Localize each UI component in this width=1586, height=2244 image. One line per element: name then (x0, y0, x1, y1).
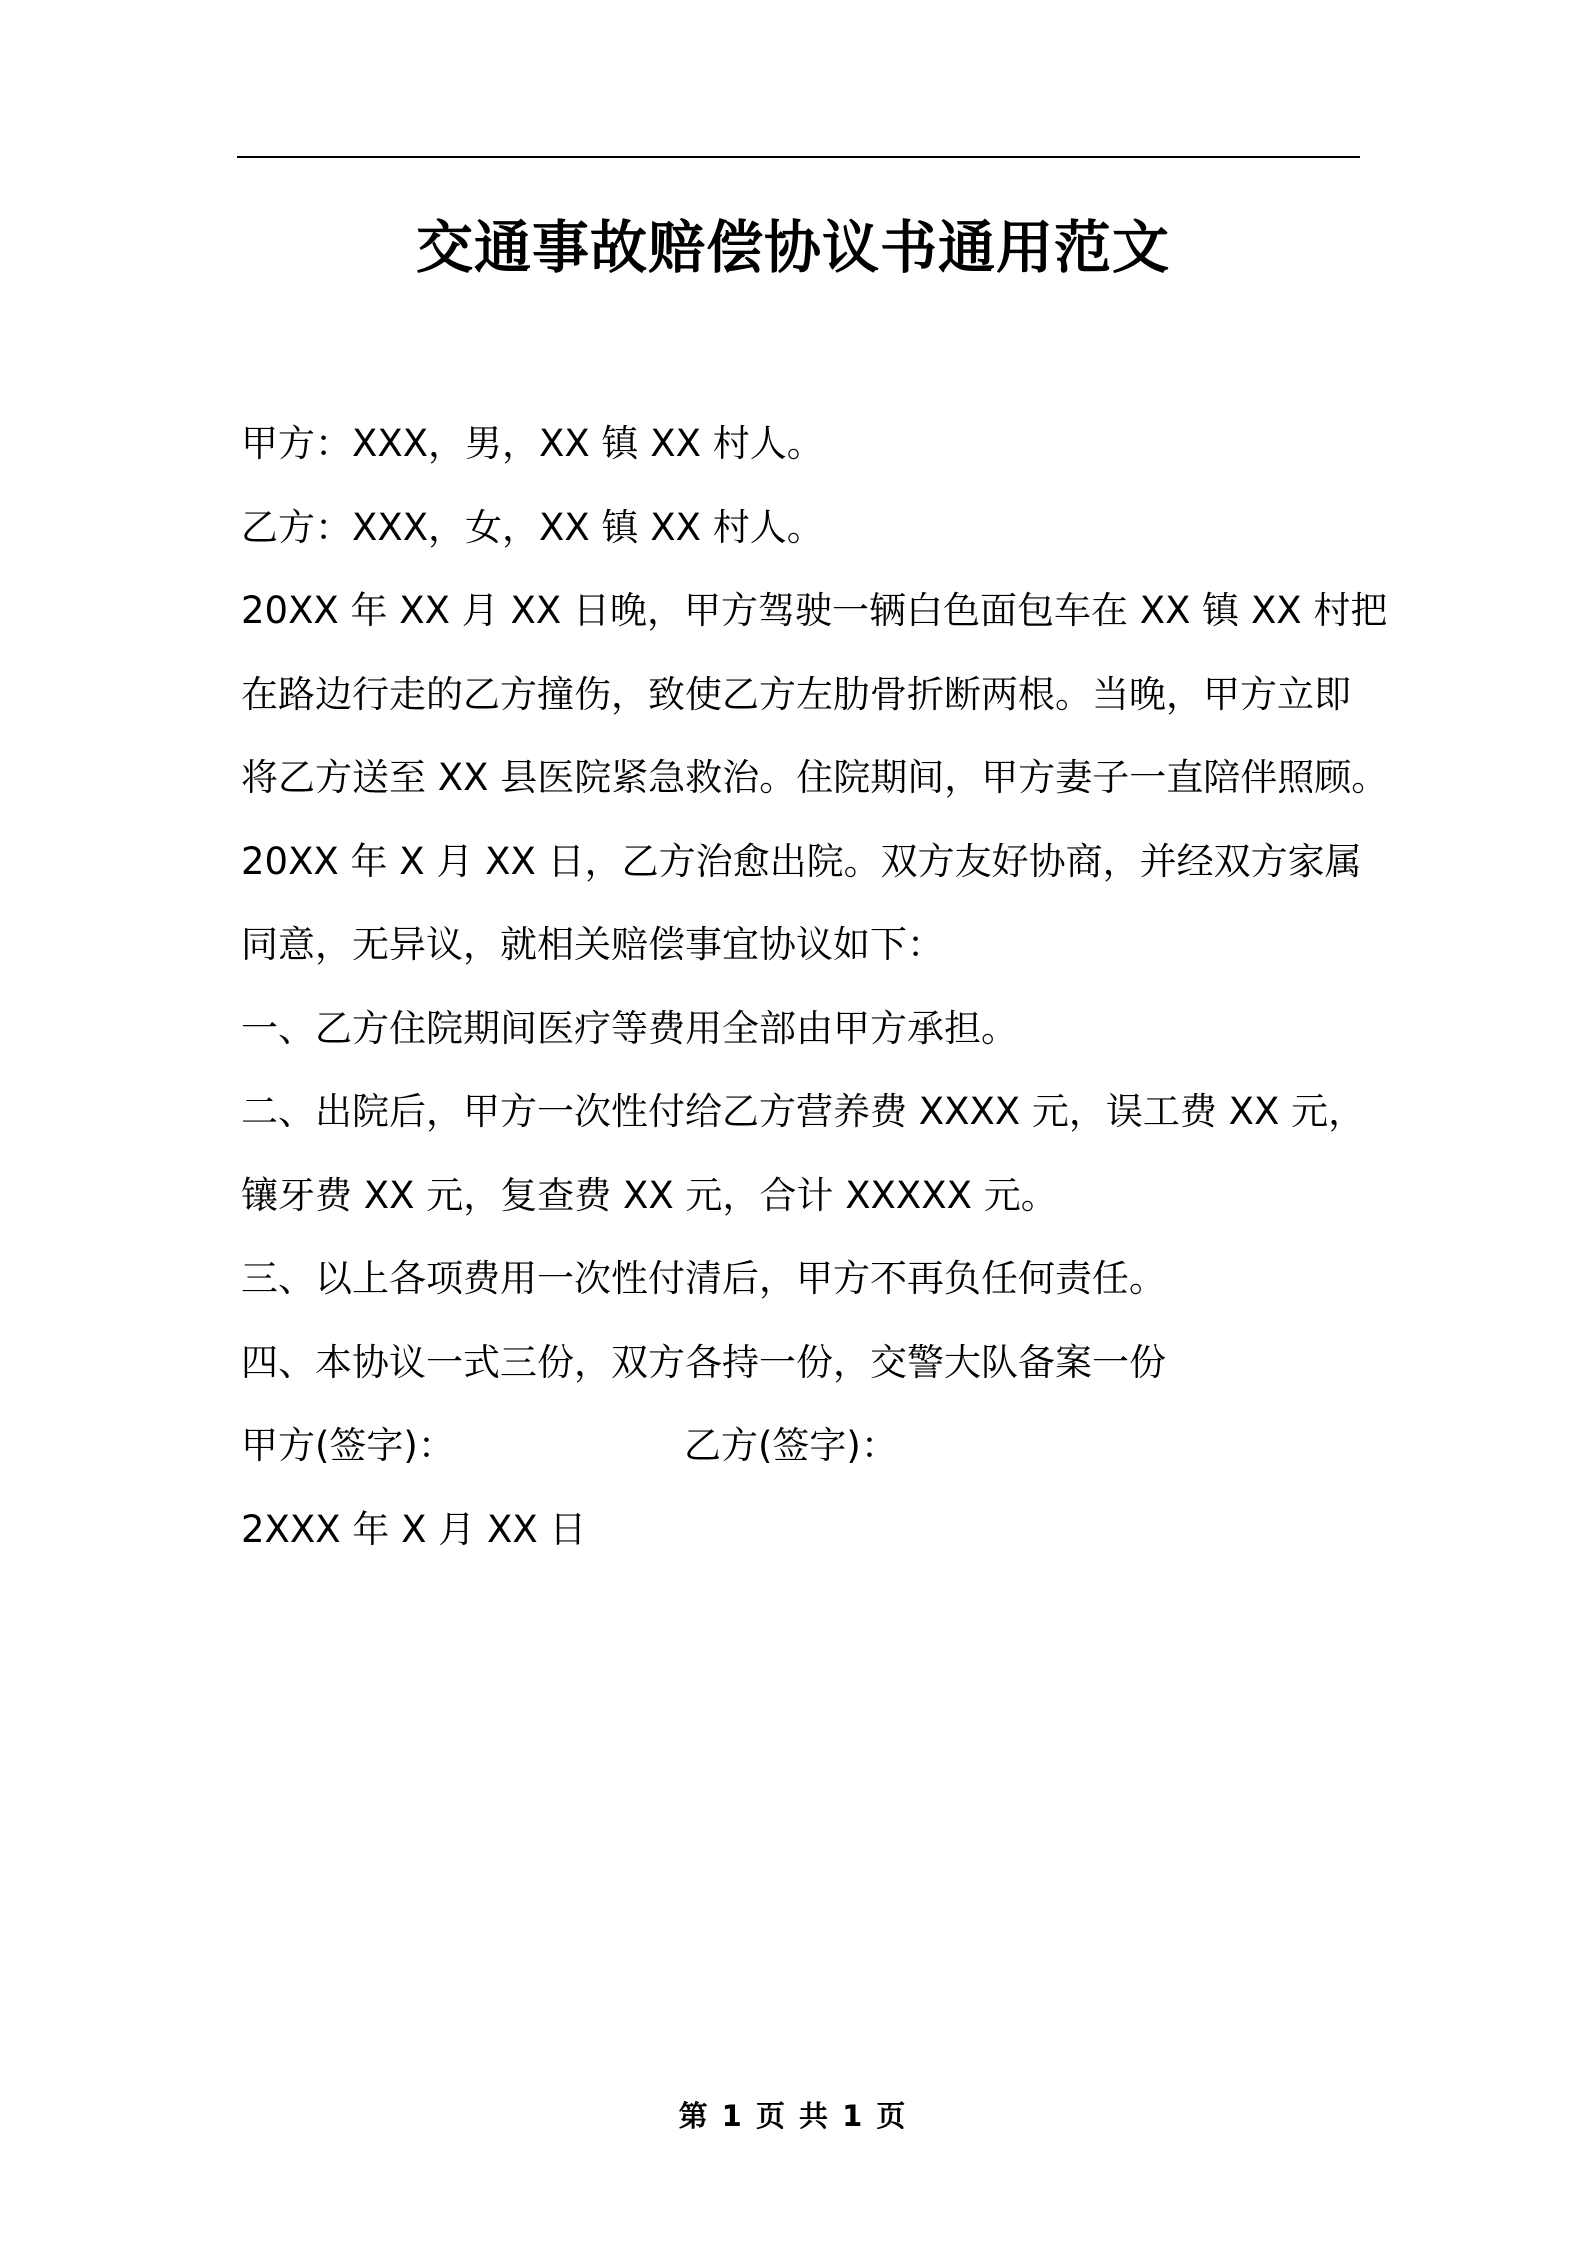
document-body (241, 402, 1389, 1571)
party-b-line: 乙方：XXX，女，XX 镇 XX 村人。 (241, 505, 824, 549)
clause-1: 一、乙方住院期间医疗等费用全部由甲方承担。 (241, 1006, 1018, 1050)
body-text-line: 同意，无异议，就相关赔偿事宜协议如下： (241, 923, 944, 966)
clause-4: 四、本协议一式三份，双方各持一份，交警大队备案一份 (241, 1340, 1166, 1384)
body-text-line: 20XX 年 X 月 XX 日，乙方治愈出院。双方友好协商，并经双方家属 (241, 839, 1362, 883)
body-text-line: 在路边行走的乙方撞伤，致使乙方左肋骨折断两根。当晚，甲方立即 (241, 672, 1351, 716)
party-b-signature-label: 乙方(签字)： (684, 1424, 898, 1467)
body-text-line: 将乙方送至 XX 县医院紧急救治。住院期间，甲方妻子一直陪伴照顾。 (241, 756, 1389, 799)
signature-row (241, 1404, 1361, 1488)
party-a-line: 甲方：XXX，男，XX 镇 XX 村人。 (241, 422, 824, 465)
clause-2: 二、出院后，甲方一次性付给乙方营养费 XXXX 元，误工费 XX 元， (241, 1090, 1366, 1133)
party-a-signature-label: 甲方(签字)： (241, 1424, 455, 1467)
clause-3: 三、以上各项费用一次性付清后，甲方不再负任何责任。 (241, 1257, 1166, 1300)
page-number-footer: 第 1 页 共 1 页 (678, 2099, 908, 2133)
agreement-date: 2XXX 年 X 月 XX 日 (241, 1507, 587, 1551)
header-rule (237, 156, 1360, 158)
body-text-line: 20XX 年 XX 月 XX 日晚，甲方驾驶一辆白色面包车在 XX 镇 XX 村把 (241, 589, 1388, 632)
clause-2-continued: 镶牙费 XX 元，复查费 XX 元，合计 XXXXX 元。 (241, 1173, 1058, 1217)
document-title: 交通事故赔偿协议书通用范文 (416, 215, 1170, 281)
